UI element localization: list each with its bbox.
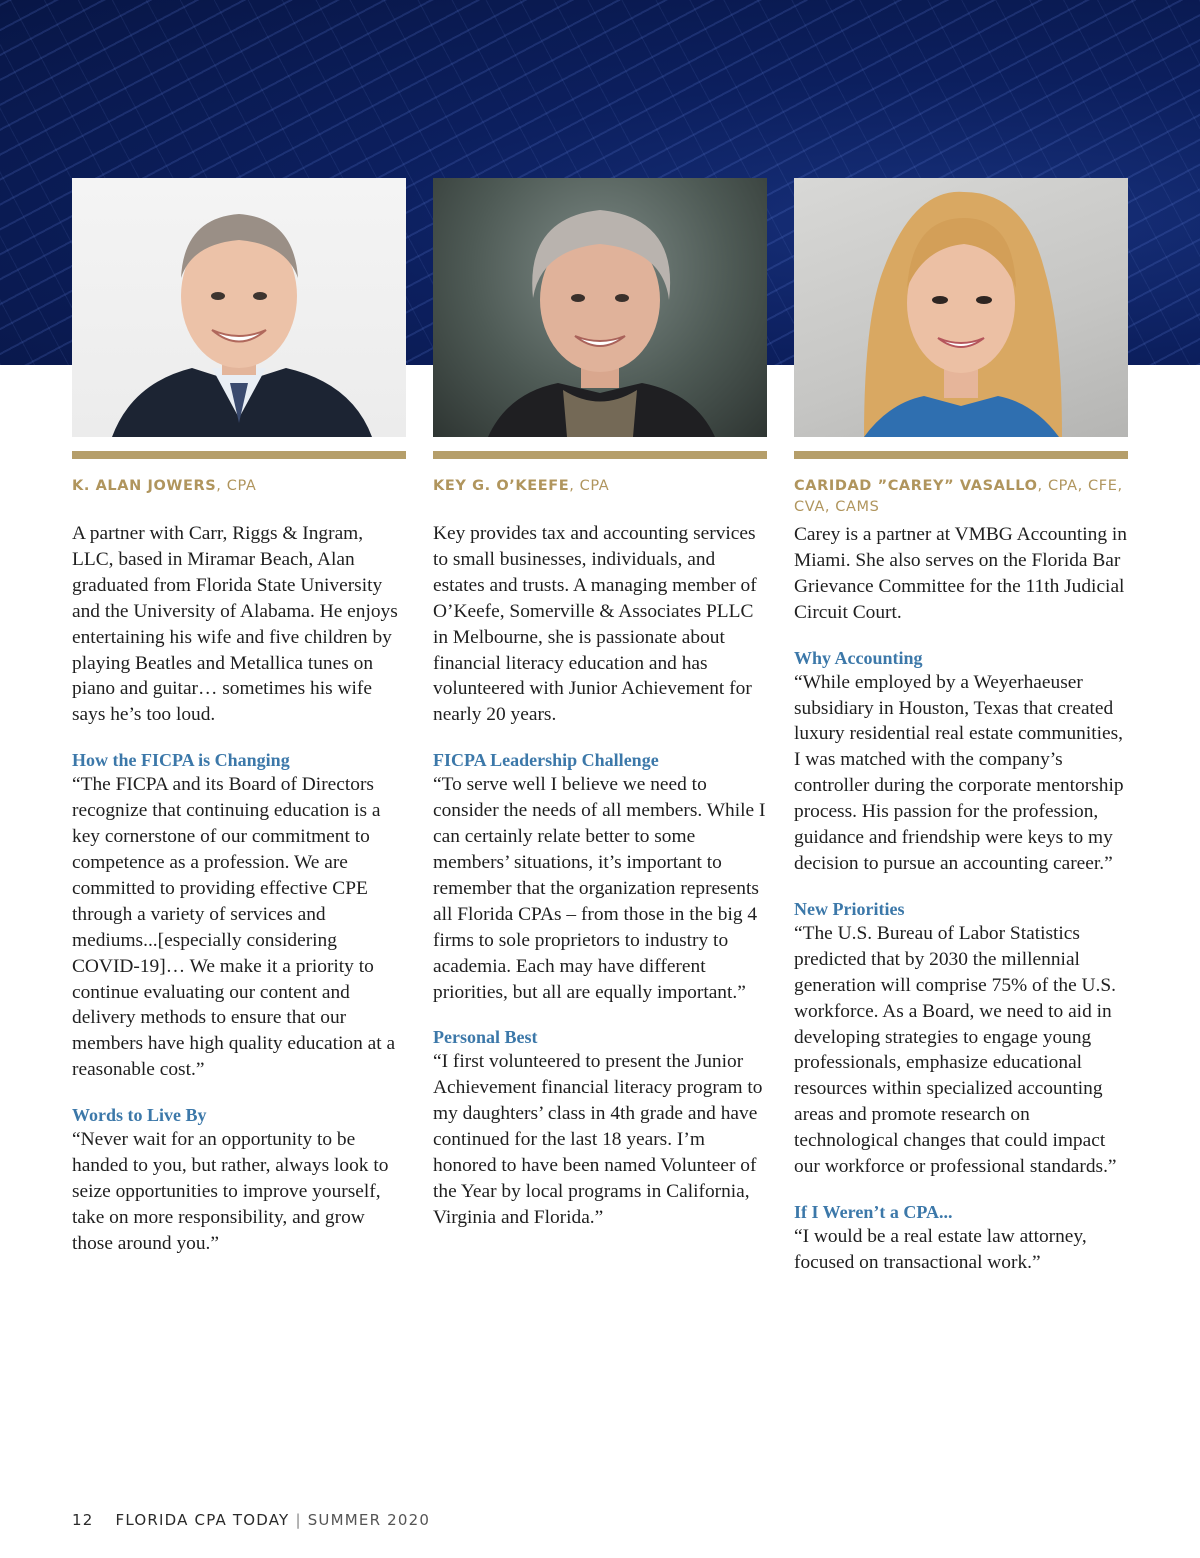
profile-column-2 bbox=[433, 178, 767, 1231]
section-quote: “Never wait for an opportunity to be handed to you, but rather, always look to seize opportunities to improve yourself, take on more responsibility, and grow those around you.” bbox=[72, 1129, 389, 1254]
publication-title: FLORIDA CPA TODAY bbox=[115, 1511, 290, 1529]
headshot-photo-jowers bbox=[72, 178, 406, 437]
section-heading: Words to Live By bbox=[72, 1105, 207, 1126]
person-silhouette-icon bbox=[433, 178, 767, 437]
issue-date: SUMMER 2020 bbox=[307, 1511, 431, 1529]
gold-divider bbox=[72, 451, 406, 459]
section-heading: Why Accounting bbox=[794, 647, 923, 668]
page-number: 12 bbox=[72, 1511, 94, 1529]
profile-name: CARIDAD ”CAREY” VASALLO, CPA, CFE, CVA, CAMS bbox=[794, 478, 1123, 515]
footer-separator: | bbox=[295, 1511, 302, 1529]
section-quote: “I first volunteered to present the Junior Achievement financial literacy program to my daughters’ class in 4th grade and have continued for the last 18 years. I’m honored to have been named Volunteer of the Year by local programs in California, Virginia and Florida.” bbox=[433, 1051, 763, 1228]
headshot-photo-okeefe bbox=[433, 178, 767, 437]
section-quote: “While employed by a Weyerhaeuser subsidiary in Houston, Texas that created luxury residential real estate communities, I was matched with the company’s controller during the corporate mentorship process. His passion for the profession, guidance and friendship were keys to my decision to pursue an accounting career.” bbox=[794, 671, 1124, 874]
section-quote: “The FICPA and its Board of Directors recognize that continuing education is a key cornerstone of our commitment to competence as a profession. We are committed to providing effective CPE through a variety of services and mediums...[especially considering COVID-19]… We make it a priority to continue evaluating our content and delivery methods to ensure that our members have high quality education at a reasonable cost.” bbox=[72, 774, 396, 1081]
section-heading: FICPA Leadership Challenge bbox=[433, 750, 659, 771]
section-heading: How the FICPA is Changing bbox=[72, 750, 290, 771]
section-heading: Personal Best bbox=[433, 1027, 538, 1048]
section-heading: If I Weren’t a CPA... bbox=[794, 1201, 953, 1222]
profile-name: KEY G. O’KEEFE, CPA bbox=[433, 478, 610, 494]
profile-bio: Key provides tax and accounting services to small businesses, individuals, and estates and trusts. A managing member of O’Keefe, Somerville & Associates PLLC in Melbourne, she is passionate about financial literacy education and has volunteered with Junior Achievement for nearly 20 years. bbox=[433, 523, 757, 726]
headshot-photo-vasallo bbox=[794, 178, 1128, 437]
person-silhouette-icon bbox=[72, 178, 406, 437]
gold-divider bbox=[794, 451, 1128, 459]
profile-column-1 bbox=[72, 178, 406, 1257]
section-heading: New Priorities bbox=[794, 898, 905, 919]
section-quote: “I would be a real estate law attorney, focused on transactional work.” bbox=[794, 1225, 1087, 1273]
person-silhouette-icon bbox=[794, 178, 1128, 437]
section-quote: “The U.S. Bureau of Labor Statistics predicted that by 2030 the millennial generation will comprise 75% of the U.S. workforce. As a Board, we need to aid in developing strategies to engage young professionals, emphasize educational resources within specialized accounting areas and promote research on technological changes that could impact our workforce or professional standards.” bbox=[794, 922, 1117, 1178]
profile-body bbox=[433, 521, 767, 1231]
profile-body bbox=[794, 522, 1128, 1276]
gold-divider bbox=[433, 451, 767, 459]
profile-body bbox=[72, 521, 406, 1257]
profile-column-3 bbox=[794, 178, 1128, 1276]
profile-bio: Carey is a partner at VMBG Accounting in Miami. She also serves on the Florida Bar Grievance Committee for the 11th Judicial Circuit Court. bbox=[794, 524, 1127, 623]
section-quote: “To serve well I believe we need to consider the needs of all members. While I can certainly relate better to some members’ situations, it’s important to remember that the organization represents all Florida CPAs – from those in the big 4 firms to sole proprietors to industry to academia. Each may have different priorities, but all are equally important.” bbox=[433, 774, 766, 1003]
page-footer bbox=[72, 1511, 430, 1529]
profile-bio: A partner with Carr, Riggs & Ingram, LLC, based in Miramar Beach, Alan graduated from Florida State University and the University of Alabama. He enjoys entertaining his wife and five children by playing Beatles and Metallica tunes on piano and guitar… sometimes his wife says he’s too loud. bbox=[72, 523, 398, 726]
profile-name: K. ALAN JOWERS, CPA bbox=[72, 478, 257, 494]
